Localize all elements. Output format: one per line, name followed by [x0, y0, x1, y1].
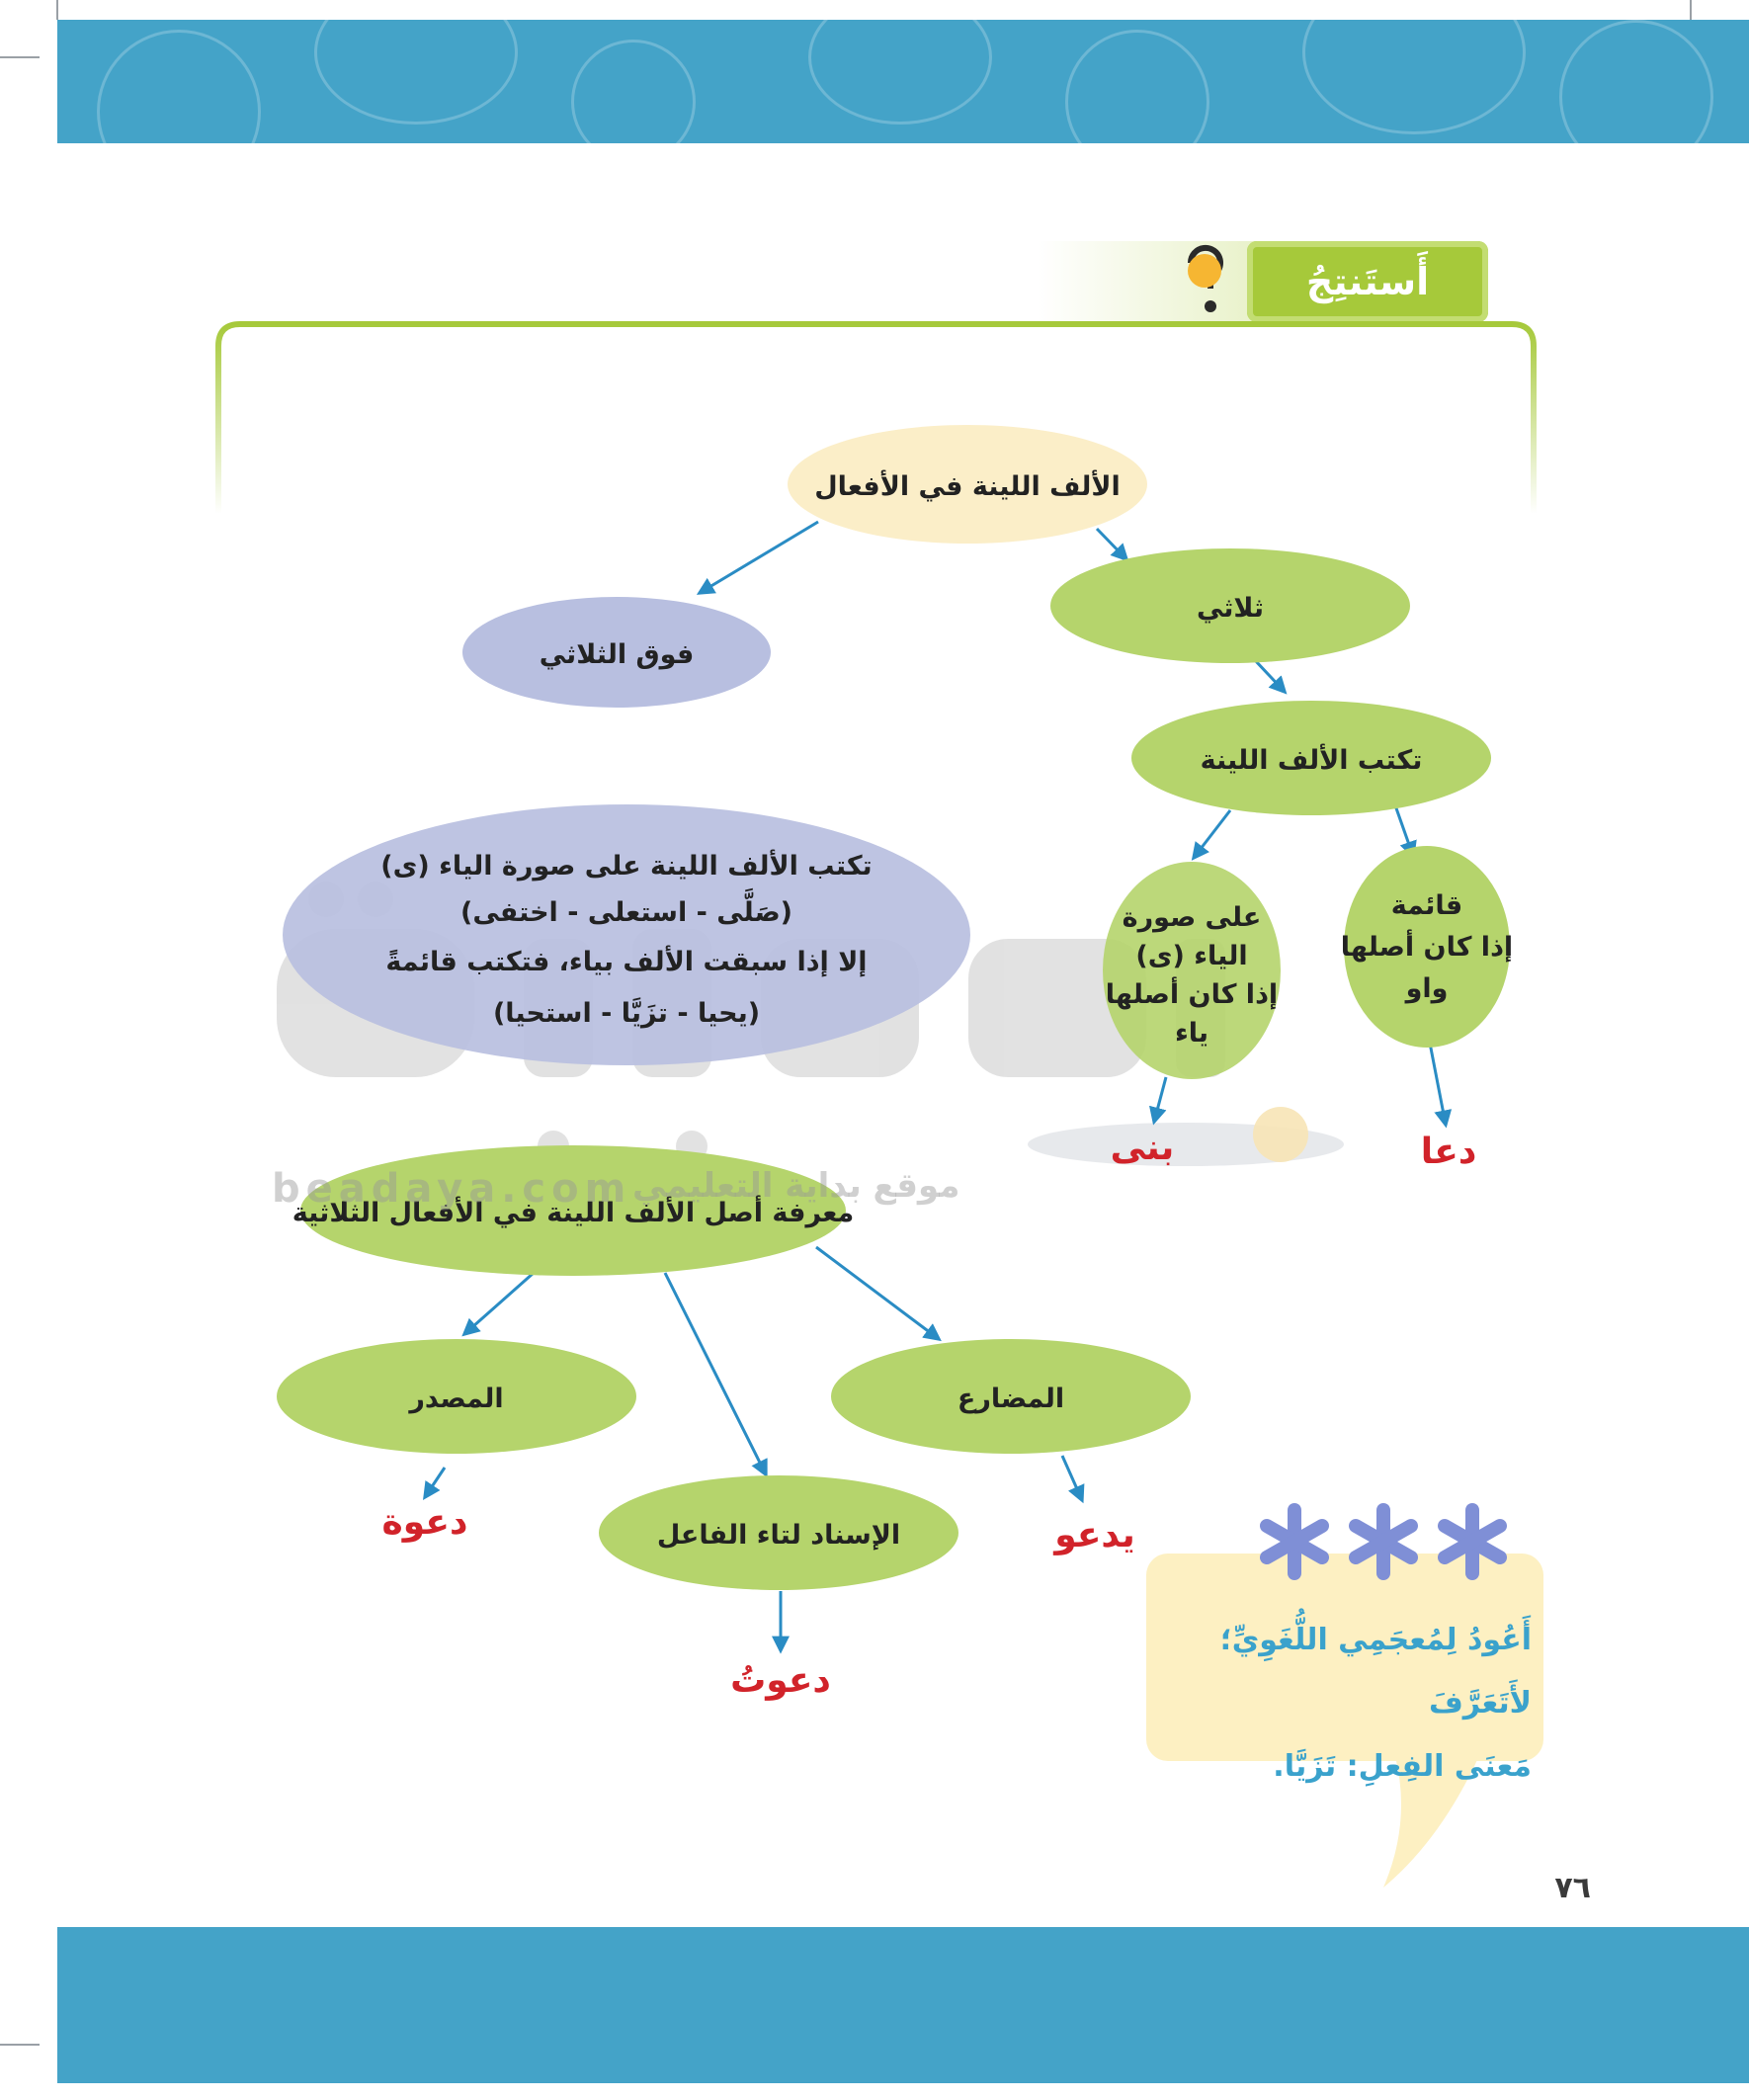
node-rule-line1: تكتب الألف اللينة على صورة الياء (ى): [380, 851, 873, 882]
hint-line-1: أَعُودُ لِمُعجَمِي اللُّغَوِيِّ؛ لأَتَعَرَّفَ: [1219, 1623, 1532, 1721]
example-isnad: دعوتُ: [730, 1660, 831, 1701]
node-present-label: المضارع: [957, 1384, 1065, 1414]
node-upright-line1: قائمة: [1390, 890, 1463, 921]
node-three-label: ثلاثي: [1196, 593, 1265, 624]
hint-line-2: مَعنَى الفِعلِ: تَزَيَّا.: [1273, 1749, 1532, 1784]
node-above-three-label: فوق الثلاثي: [539, 639, 695, 670]
node-origin-label: معرفة أصل الألف اللينة في الأفعال الثلاثية: [292, 1198, 855, 1228]
node-isnad-label: الإسناد لتاء الفاعل: [656, 1520, 901, 1551]
stars-icon: [1255, 1502, 1512, 1581]
node-ya-line1: على صورة: [1122, 902, 1262, 933]
watermark-dot: [1253, 1107, 1308, 1162]
node-rule-line2: (صَلَّى - استعلى - اختفى): [459, 897, 793, 928]
hint-text: [1156, 1609, 1532, 1799]
section-title: أَستَنتِجُ: [1247, 241, 1488, 322]
example-ya: بنى: [1110, 1128, 1175, 1168]
example-masdar: دعوة: [381, 1502, 468, 1543]
node-ya-line4: ياء: [1174, 1018, 1209, 1049]
node-ya-line3: إذا كان أصلها: [1105, 979, 1279, 1010]
bottom-decorative-band: [57, 1927, 1749, 2083]
node-rule-line4: (يحيا - تزَيَّا - استحيا): [492, 998, 761, 1029]
example-present: يدعو: [1054, 1515, 1135, 1555]
node-ya-line2: الياء (ى): [1135, 941, 1248, 971]
watermark-tagline: موقع بداية التعليمي: [632, 1166, 960, 1206]
node-upright-line2: إذا كان أصلها: [1340, 932, 1514, 963]
node-root-label: الألف اللينة في الأفعال: [814, 471, 1121, 502]
example-waw: دعا: [1420, 1132, 1477, 1172]
node-masdar-label: المصدر: [409, 1384, 504, 1414]
node-written-label: تكتب الألف اللينة: [1200, 745, 1423, 776]
page-number: ٧٦: [1554, 1871, 1591, 1905]
node-upright-line3: واو: [1405, 973, 1449, 1004]
node-rule-line3: إلا إذا سبقت الألف بياء، فتكتب قائمةً: [385, 947, 868, 977]
watermark-url: beadaya.com: [272, 1166, 632, 1212]
